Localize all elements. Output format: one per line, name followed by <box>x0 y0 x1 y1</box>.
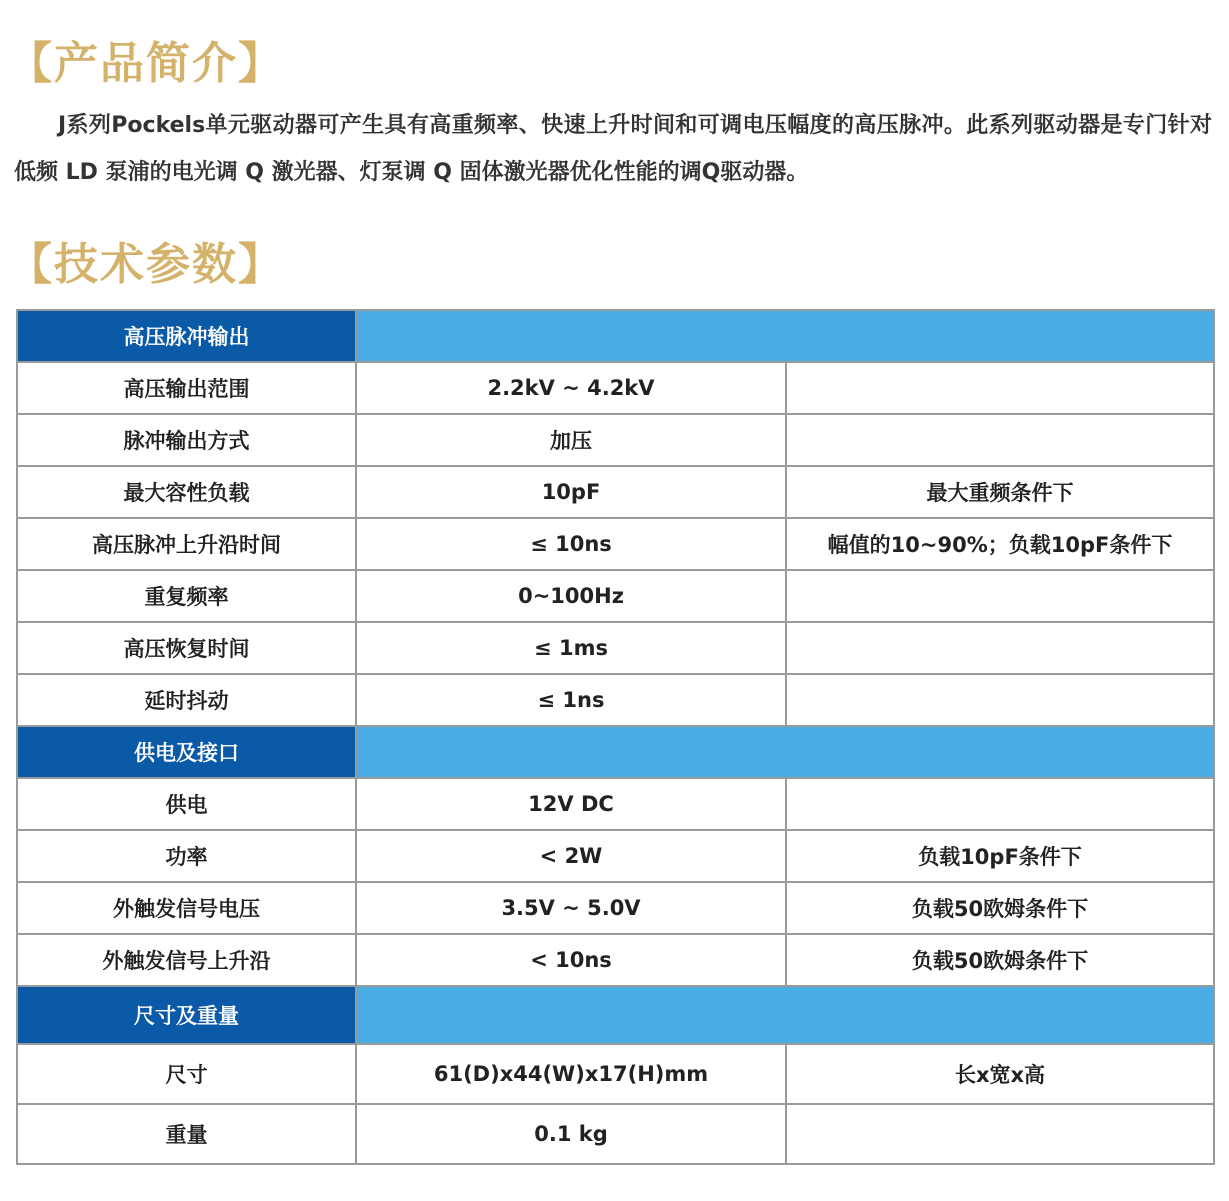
param-cell: 外触发信号电压 <box>17 882 356 934</box>
note-cell <box>786 1104 1214 1164</box>
table-row <box>17 570 1214 622</box>
note-cell: 长x宽x高 <box>786 1044 1214 1104</box>
title-bracket-left: 【 <box>8 38 54 89</box>
intro-section-title <box>8 38 284 89</box>
note-cell: 最大重频条件下 <box>786 466 1214 518</box>
param-cell: 脉冲输出方式 <box>17 414 356 466</box>
param-cell: 高压恢复时间 <box>17 622 356 674</box>
group-header-fill <box>356 726 1214 778</box>
param-cell: 高压输出范围 <box>17 362 356 414</box>
note-cell: 负载50欧姆条件下 <box>786 934 1214 986</box>
value-cell: 12V DC <box>356 778 786 830</box>
table-row <box>17 1044 1214 1104</box>
value-cell: 0~100Hz <box>356 570 786 622</box>
intro-title-text: 产品简介 <box>54 38 238 89</box>
group-header-row <box>17 310 1214 362</box>
value-cell: ≤ 1ms <box>356 622 786 674</box>
note-cell <box>786 622 1214 674</box>
note-cell: 负载50欧姆条件下 <box>786 882 1214 934</box>
param-cell: 供电 <box>17 778 356 830</box>
table-row <box>17 1104 1214 1164</box>
table-row <box>17 830 1214 882</box>
note-cell <box>786 570 1214 622</box>
specs-section-title <box>8 239 284 290</box>
note-cell: 负载10pF条件下 <box>786 830 1214 882</box>
table-row <box>17 934 1214 986</box>
value-cell: 2.2kV ~ 4.2kV <box>356 362 786 414</box>
specs-title-text: 技术参数 <box>54 239 238 290</box>
table-row <box>17 414 1214 466</box>
note-cell <box>786 778 1214 830</box>
table-row <box>17 674 1214 726</box>
param-cell: 重复频率 <box>17 570 356 622</box>
note-cell: 幅值的10~90%；负载10pF条件下 <box>786 518 1214 570</box>
value-cell: 0.1 kg <box>356 1104 786 1164</box>
note-cell <box>786 414 1214 466</box>
table-row <box>17 518 1214 570</box>
group-header-name: 尺寸及重量 <box>17 986 356 1044</box>
group-header-fill <box>356 986 1214 1044</box>
table-row <box>17 778 1214 830</box>
value-cell: 3.5V ~ 5.0V <box>356 882 786 934</box>
group-header-name: 供电及接口 <box>17 726 356 778</box>
param-cell: 高压脉冲上升沿时间 <box>17 518 356 570</box>
value-cell: 加压 <box>356 414 786 466</box>
note-cell <box>786 362 1214 414</box>
table-row <box>17 362 1214 414</box>
group-header-row <box>17 726 1214 778</box>
title-bracket-left: 【 <box>8 239 54 290</box>
value-cell: ≤ 1ns <box>356 674 786 726</box>
param-cell: 延时抖动 <box>17 674 356 726</box>
note-cell <box>786 674 1214 726</box>
value-cell: 10pF <box>356 466 786 518</box>
param-cell: 尺寸 <box>17 1044 356 1104</box>
param-cell: 外触发信号上升沿 <box>17 934 356 986</box>
group-header-name: 高压脉冲输出 <box>17 310 356 362</box>
param-cell: 最大容性负载 <box>17 466 356 518</box>
intro-paragraph: J系列Pockels单元驱动器可产生具有高重频率、快速上升时间和可调电压幅度的高压脉冲。此系列驱动器是专门针对低频 LD 泵浦的电光调 Q 激光器、灯泵调 Q 固体激光器优化性能的调Q驱动器。 <box>14 113 1212 185</box>
value-cell: ≤ 10ns <box>356 518 786 570</box>
value-cell: < 2W <box>356 830 786 882</box>
title-bracket-right: 】 <box>238 239 284 290</box>
spec-table <box>16 309 1215 1165</box>
table-row <box>17 622 1214 674</box>
value-cell: 61(D)x44(W)x17(H)mm <box>356 1044 786 1104</box>
title-bracket-right: 】 <box>238 38 284 89</box>
group-header-row <box>17 986 1214 1044</box>
param-cell: 重量 <box>17 1104 356 1164</box>
table-row <box>17 466 1214 518</box>
value-cell: < 10ns <box>356 934 786 986</box>
group-header-fill <box>356 310 1214 362</box>
param-cell: 功率 <box>17 830 356 882</box>
table-row <box>17 882 1214 934</box>
